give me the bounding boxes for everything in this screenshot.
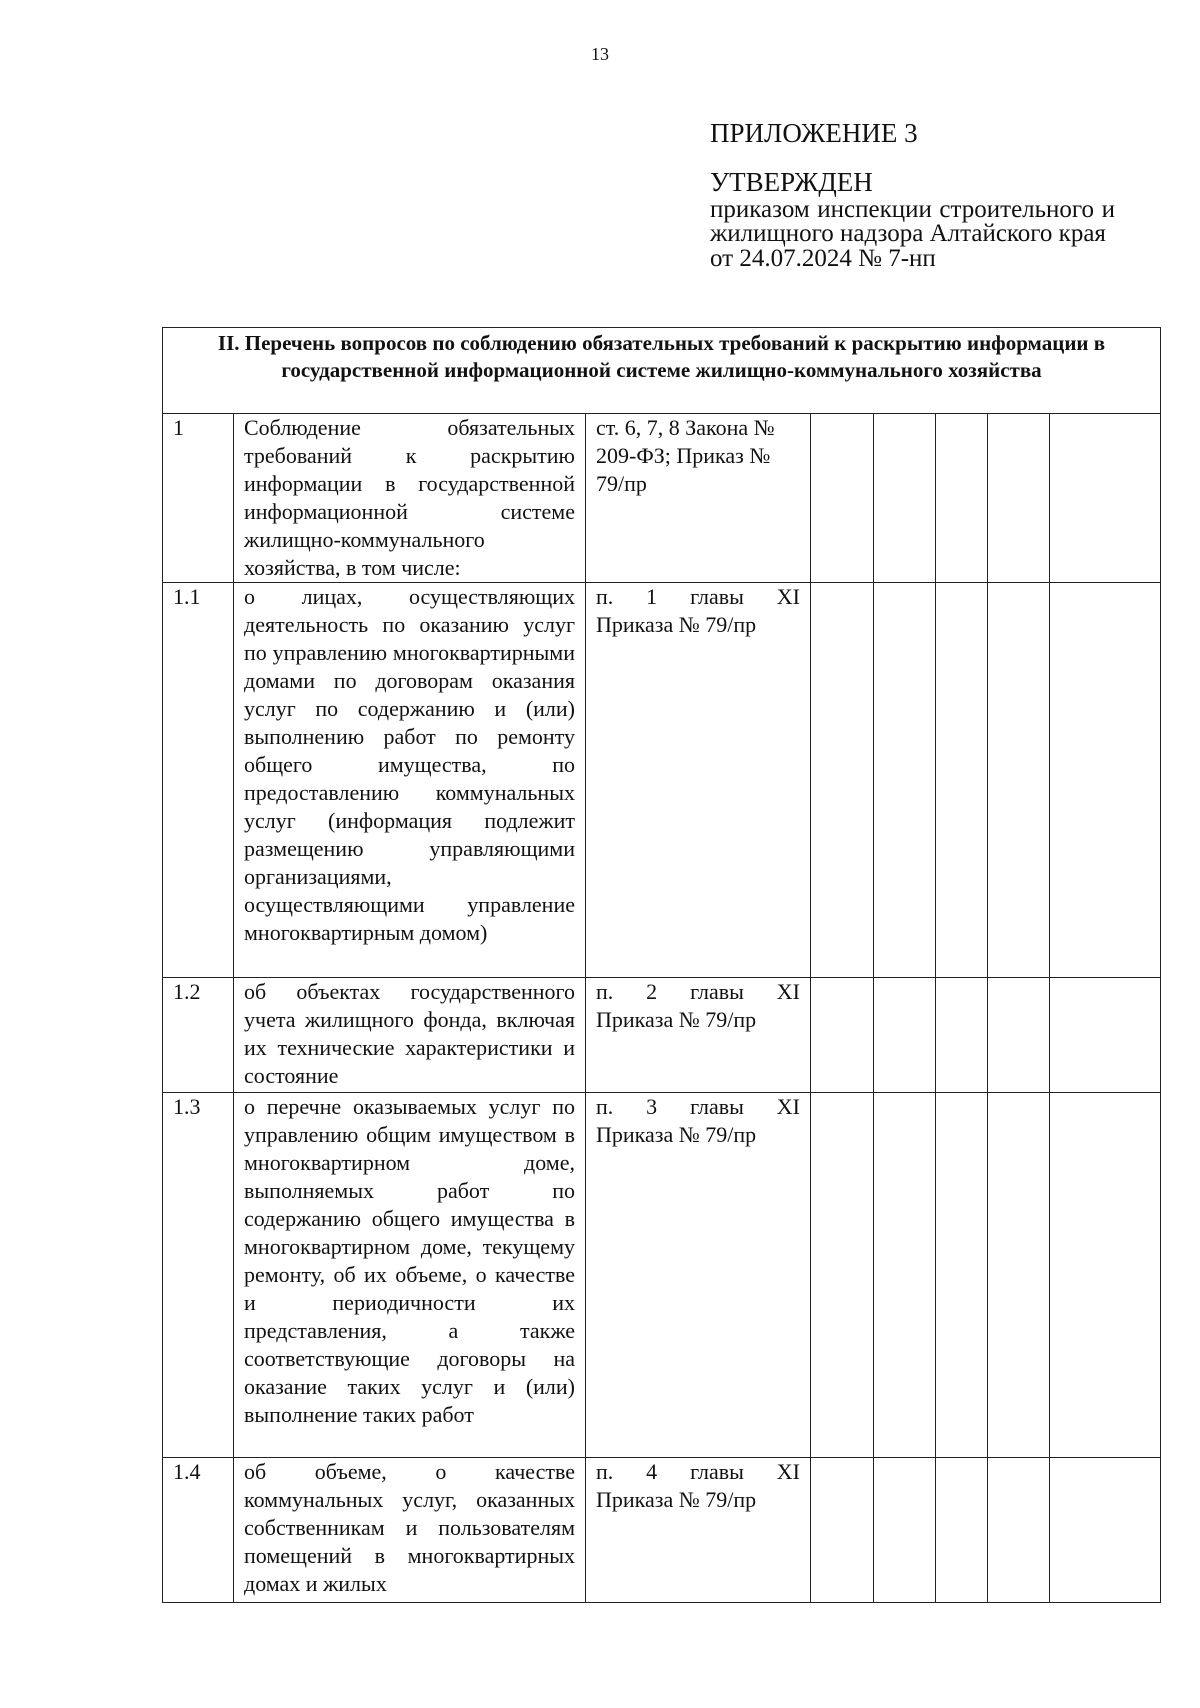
empty-cell [1050, 978, 1161, 1093]
empty-cell [874, 1458, 936, 1603]
empty-cell [988, 978, 1050, 1093]
legal-reference: ст. 6, 7, 8 Закона № 209-ФЗ; Приказ № 79/пр [586, 414, 811, 583]
empty-cell [936, 583, 988, 978]
row-number: 1.4 [163, 1458, 234, 1603]
row-number: 1.1 [163, 583, 234, 978]
appendix-label: ПРИЛОЖЕНИЕ 3 [710, 118, 918, 148]
legal-reference [586, 978, 811, 1093]
reference-line: п. 3 главы XI [596, 1094, 800, 1119]
empty-cell [874, 414, 936, 583]
table-row [163, 414, 1161, 583]
empty-cell [1050, 583, 1161, 978]
row-number: 1.2 [163, 978, 234, 1093]
empty-cell [936, 1093, 988, 1458]
reference-line: Приказа № 79/пр [596, 612, 757, 637]
approver-text: приказом инспекции строительного и жилищного надзора Алтайского края [710, 196, 1115, 247]
empty-cell [811, 978, 874, 1093]
table-row [163, 583, 1161, 978]
legal-reference [586, 1458, 811, 1603]
empty-cell [811, 583, 874, 978]
requirement-text: об объектах государственного учета жилищного фонда, включая их технические характеристики и состояние [234, 978, 586, 1093]
empty-cell [874, 978, 936, 1093]
section-title: II. Перечень вопросов по соблюдению обязательных требований к раскрытию информации в государственной информационной системе жилищно-коммунального хозяйства [163, 328, 1161, 414]
legal-reference [586, 583, 811, 978]
empty-cell [936, 1458, 988, 1603]
empty-cell [988, 1093, 1050, 1458]
empty-cell [988, 1458, 1050, 1603]
reference-line: п. 2 главы XI [596, 979, 800, 1004]
section-header-row [163, 328, 1161, 414]
empty-cell [988, 414, 1050, 583]
requirement-text: о лицах, осуществляющих деятельность по оказанию услуг по управлению многоквартирными домами по договорам оказания услуг по содержанию и (или) выполнению работ по ремонту общего имущества, по предоставлению коммунальных услуг (информация подлежит размещению управляющими организациями, осуществляющими управление многоквартирным домом) [234, 583, 586, 978]
empty-cell [1050, 1458, 1161, 1603]
empty-cell [874, 583, 936, 978]
reference-line: Приказа № 79/пр [596, 1122, 757, 1147]
table-row [163, 1093, 1161, 1458]
legal-reference [586, 1093, 811, 1458]
empty-cell [874, 1093, 936, 1458]
approval-date-number: от 24.07.2024 № 7-нп [710, 245, 936, 272]
empty-cell [1050, 414, 1161, 583]
row-number: 1 [163, 414, 234, 583]
approval-block [710, 120, 1115, 272]
table-row [163, 1458, 1161, 1603]
checklist-table [162, 327, 1161, 1603]
reference-line: п. 1 главы XI [596, 584, 800, 609]
reference-line: Приказа № 79/пр [596, 1007, 757, 1032]
table-row [163, 978, 1161, 1093]
empty-cell [988, 583, 1050, 978]
empty-cell [811, 414, 874, 583]
reference-line: Приказа № 79/пр [596, 1487, 757, 1512]
empty-cell [811, 1458, 874, 1603]
empty-cell [811, 1093, 874, 1458]
requirement-text: о перечне оказываемых услуг по управлению общим имуществом в многоквартирном доме, выполняемых работ по содержанию общего имущества в многоквартирном доме, текущему ремонту, об их объеме, о качестве и периодичности их представления, а также соответствующие договоры на оказание таких услуг и (или) выполнение таких работ [234, 1093, 586, 1458]
empty-cell [936, 414, 988, 583]
empty-cell [1050, 1093, 1161, 1458]
page-number: 13 [591, 44, 609, 64]
row-number: 1.3 [163, 1093, 234, 1458]
reference-line: п. 4 главы XI [596, 1459, 800, 1484]
approved-label: УТВЕРЖДЕН [710, 167, 873, 197]
requirement-text: об объеме, о качестве коммунальных услуг, оказанных собственникам и пользователям помещений в многоквартирных домах и жилых [234, 1458, 586, 1603]
requirement-text: Соблюдение обязательных требований к раскрытию информации в государственной информационной системе жилищно-коммунального хозяйства, в том числе: [234, 414, 586, 583]
empty-cell [936, 978, 988, 1093]
